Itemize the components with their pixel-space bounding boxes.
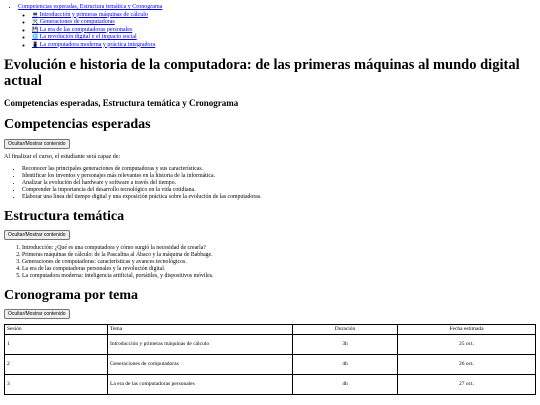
list-item: 2. Primeras máquinas de cálculo: de la Pascalina al Ábaco y la máquina de Babbage.: [22, 252, 536, 259]
toc-subitem: [32, 27, 536, 35]
toc-link-top[interactable]: Competencias esperadas, Estructura temática y Cronograma: [18, 4, 163, 10]
cell-tema: La era de las computadoras personales: [108, 375, 293, 395]
list-item: • Analizar la evolución del hardware y software a través del tiempo.: [22, 180, 536, 187]
toc-link-label: Introducción y primeras máquinas de cálculo: [39, 11, 148, 18]
table-of-contents: [4, 4, 536, 49]
list-item: • Reconocer las principales generaciones de computadoras y sus características.: [22, 166, 536, 173]
toc-link-label: La computadora moderna y práctica integradora: [39, 41, 156, 48]
cell-fecha: 27 oct.: [398, 375, 536, 395]
list-item: 1. Introducción: ¿Qué es una computadora y cómo surgió la necesidad de crearla?: [22, 245, 536, 252]
mobile-phone-icon: 📱: [32, 41, 39, 48]
column-header-tema: Tema: [108, 325, 293, 335]
competencias-intro: Al finalizar el curso, el estudiante será capaz de:: [4, 153, 121, 160]
cell-fecha: 26 oct.: [398, 355, 536, 375]
cell-tema: Generaciones de computadoras: [108, 355, 293, 375]
toc-subitem: [32, 12, 536, 20]
toc-link-label: Generaciones de computadoras: [39, 19, 115, 25]
toc-link-3[interactable]: [32, 27, 132, 33]
toc-link-4[interactable]: [32, 34, 137, 40]
cell-duracion: 4h: [293, 355, 398, 375]
table-row: [5, 355, 536, 375]
table-header-row: [5, 325, 536, 335]
cell-sesion: 3: [5, 375, 108, 395]
toc-link-2[interactable]: [32, 19, 115, 25]
toc-link-label: La revolución digital y el impacto social: [39, 34, 137, 40]
floppy-disk-icon: 💾: [32, 26, 39, 33]
list-item: 3. Generaciones de computadoras: características y avances tecnológicos.: [22, 259, 536, 266]
table-row: [5, 335, 536, 355]
cell-duracion: 3h: [293, 335, 398, 355]
competencias-list: [4, 166, 536, 201]
computer-icon: 💻: [32, 11, 39, 18]
column-header-sesion: Sesión: [5, 325, 108, 335]
tools-icon: 🛠️: [32, 19, 39, 25]
list-item: • Elaborar una línea del tiempo digital y una exposición práctica sobre la evolución de las computadoras.: [22, 194, 536, 201]
cell-sesion: 1: [5, 335, 108, 355]
list-item: 5. La computadora moderna: inteligencia artificial, portátiles, y dispositivos móviles.: [22, 273, 536, 280]
toc-link-5[interactable]: [32, 42, 155, 48]
toc-link-1[interactable]: [32, 12, 148, 18]
cronograma-table: [4, 324, 536, 395]
cell-sesion: 2: [5, 355, 108, 375]
cell-fecha: 25 oct.: [398, 335, 536, 355]
toc-subitem: [32, 42, 536, 50]
page-subtitle: Competencias esperadas, Estructura temática y Cronograma: [4, 97, 239, 108]
estructura-list: [4, 245, 536, 280]
toggle-competencias-button[interactable]: Ocultar/Mostrar contenido: [4, 139, 70, 149]
column-header-duracion: Duración: [293, 325, 398, 335]
toggle-cronograma-button[interactable]: Ocultar/Mostrar contenido: [4, 309, 70, 319]
globe-icon: 🌐: [32, 34, 39, 40]
list-item: • Comprender la importancia del desarrollo tecnológico en la vida cotidiana.: [22, 187, 536, 194]
list-item: • Identificar los inventos y personajes más relevantes en la historia de la informática.: [22, 173, 536, 180]
toggle-estructura-button[interactable]: Ocultar/Mostrar contenido: [4, 230, 70, 240]
toc-link-label: La era de las computadoras personales: [39, 26, 133, 33]
list-item: 4. La era de las computadoras personales y la revolución digital.: [22, 266, 536, 273]
cell-tema: Introducción y primeras máquinas de cálculo: [108, 335, 293, 355]
table-row: [5, 375, 536, 395]
toc-subitem: [32, 19, 536, 27]
section-heading-competencias: Competencias esperadas: [4, 117, 151, 133]
toc-subitem: [32, 34, 536, 42]
toc-item: [18, 4, 536, 49]
section-heading-cronograma: Cronograma por tema: [4, 287, 139, 303]
column-header-fecha: Fecha estimada: [398, 325, 536, 335]
toc-sublist: [18, 12, 536, 50]
section-heading-estructura: Estructura temática: [4, 208, 125, 224]
page-title: Evolución e historia de la computadora: de las primeras máquinas al mundo digital actual: [4, 57, 520, 89]
cell-duracion: 4h: [293, 375, 398, 395]
